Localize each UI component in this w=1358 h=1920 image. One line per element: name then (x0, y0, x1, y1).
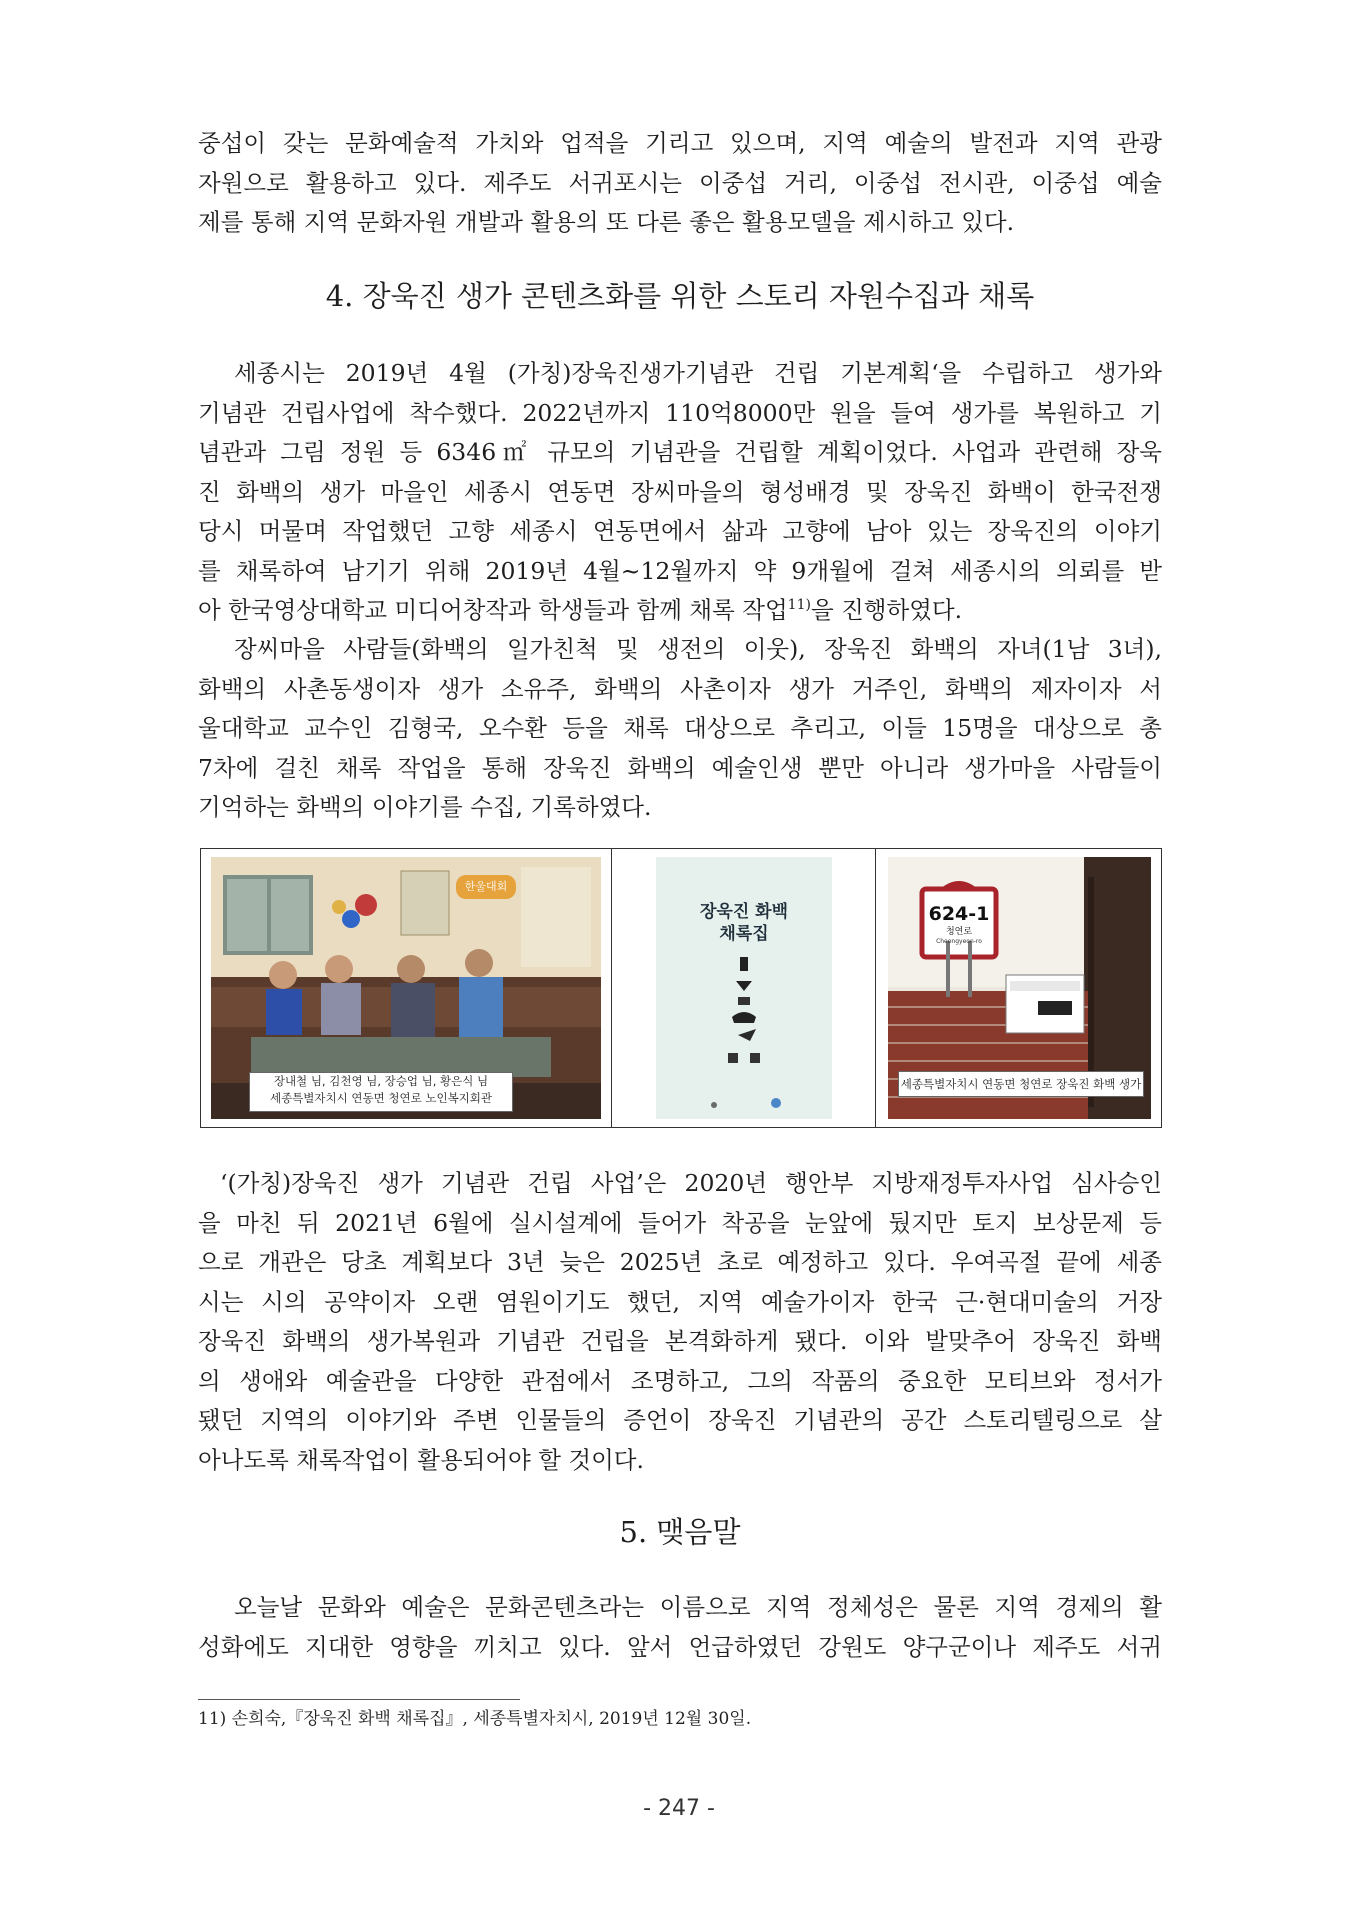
text-line (198, 591, 1162, 631)
intro-paragraph (198, 124, 1162, 243)
section-5-heading: 5. 맺음말 (619, 1515, 741, 1549)
book-title-line: 채록집 (719, 924, 769, 944)
footnote-divider (198, 1699, 520, 1700)
text-line: 장씨마을 사람들(화백의 일가친척 및 생전의 이웃), 장욱진 화백의 자녀(1남 3녀), (234, 635, 1162, 663)
house-photo (888, 857, 1151, 1119)
footnote-11: 11) 손희숙,『장욱진 화백 채록집』, 세종특별자치시, 2019년 12월 30일. (198, 1709, 752, 1729)
text-line: 제를 통해 지역 문화자원 개발과 활용의 또 다른 좋은 활용모델을 제시하고 있다. (198, 208, 1015, 236)
section-4-heading: 4. 장욱진 생가 콘텐츠화를 위한 스토리 자원수집과 채록 (325, 279, 1035, 313)
sign-street-name: 청연로 (945, 927, 973, 937)
text-segment: 아 한국영상대학교 미디어창작과 학생들과 함께 채록 작업 (198, 596, 788, 624)
section-4-paragraph-2 (198, 630, 1162, 828)
text-line: 당시 머물며 작업했던 고향 세종시 연동면에서 삶과 고향에 남아 있는 장욱진의 이야기 (198, 517, 1162, 545)
photo-panel-house (876, 849, 1163, 1127)
footnote-reference[interactable]: 11) (787, 597, 811, 614)
book-cover (656, 857, 832, 1119)
text-line: 세종시는 2019년 4월 (가칭)장욱진생가기념관 건립 기본계획‘을 수립하고 생가와 (234, 359, 1162, 387)
text-line: ‘(가칭)장욱진 생가 기념관 건립 사업’은 2020년 행안부 지방재정투자사업 심사승인 (220, 1169, 1162, 1197)
book-cover-icons (656, 857, 832, 1119)
text-line: 오늘날 문화와 예술은 문화콘텐츠라는 이름으로 지역 정체성은 물론 지역 경제의 활 (234, 1593, 1162, 1621)
text-line: 자원으로 활용하고 있다. 제주도 서귀포시는 이중섭 거리, 이중섭 전시관, 이중섭 예술 (198, 168, 1162, 197)
section-5-paragraph-1 (198, 1588, 1162, 1667)
section-4-paragraph-3 (198, 1164, 1162, 1480)
text-line: 념관과 그림 정원 등 6346㎡ 규모의 기념관을 건립할 계획이었다. 사업과 관련해 장욱 (198, 438, 1162, 466)
text-line: 아나도록 채록작업이 활용되어야 할 것이다. (198, 1445, 644, 1474)
page-number: - 247 - (643, 1796, 715, 1821)
text-line: 성화에도 지대한 영향을 끼치고 있다. 앞서 언급하였던 강원도 양구군이나 제주도 서귀 (198, 1632, 1162, 1661)
interview-photo (211, 857, 601, 1119)
text-line: 중섭이 갖는 문화예술적 가치와 업적을 기리고 있으며, 지역 예술의 발전과 지역 관광 (198, 129, 1162, 157)
photo-figure (200, 848, 1162, 1128)
wall-banner-text: 한울대회 (464, 880, 508, 893)
text-line: 화백의 사촌동생이자 생가 소유주, 화백의 사촌이자 생가 거주인, 화백의 제자이자 서 (198, 674, 1162, 703)
sign-street-roman: Cheongyeon-ro (936, 938, 982, 945)
sign-number: 624-1 (928, 903, 990, 925)
text-line: 기억하는 화백의 이야기를 수집, 기록하였다. (198, 793, 652, 821)
photo-panel-book (612, 849, 876, 1127)
house-photo-caption: 세종특별자치시 연동면 청연로 장욱진 화백 생가 (898, 1071, 1144, 1097)
text-line: 기념관 건립사업에 착수했다. 2022년까지 110억8000만 원을 들여 생가를 복원하고 기 (198, 398, 1162, 427)
photo-panel-interview (201, 849, 612, 1127)
text-segment: 을 진행하였다. (810, 596, 963, 624)
text-line: 을 마친 뒤 2021년 6월에 실시설계에 들어가 착공을 눈앞에 뒀지만 토지 보상문제 등 (198, 1208, 1162, 1237)
text-line: 으로 개관은 당초 계획보다 3년 늦은 2025년 초로 예정하고 있다. 우여곡절 끝에 세종 (198, 1248, 1162, 1276)
text-line: 장욱진 화백의 생가복원과 기념관 건립을 본격화하게 됐다. 이와 발맞추어 장욱진 화백 (198, 1327, 1162, 1355)
book-title-line: 장욱진 화백 (699, 902, 789, 922)
section-4-paragraph-1 (198, 354, 1162, 631)
text-line: 됐던 지역의 이야기와 주변 인물들의 증언이 장욱진 기념관의 공간 스토리텔링으로 살 (198, 1406, 1162, 1434)
text-line: 의 생애와 예술관을 다양한 관점에서 조명하고, 그의 작품의 중요한 모티브와 정서가 (198, 1366, 1162, 1395)
caption-line: 장내철 님, 김천영 님, 장승업 님, 황은식 님 (273, 1074, 489, 1088)
text-line: 울대학교 교수인 김형국, 오수환 등을 채록 대상으로 추리고, 이들 15명을 대상으로 총 (198, 714, 1162, 742)
interview-photo-caption (249, 1072, 513, 1112)
text-line: 7차에 걸친 채록 작업을 통해 장욱진 화백의 예술인생 뿐만 아니라 생가마을 사람들이 (198, 753, 1162, 782)
text-line: 시는 시의 공약이자 오랜 염원이기도 했던, 지역 예술가이자 한국 근·현대미술의 거장 (198, 1287, 1162, 1316)
text-line: 를 채록하여 남기기 위해 2019년 4월~12월까지 약 9개월에 걸쳐 세종시의 의뢰를 받 (198, 556, 1162, 585)
caption-line: 세종특별자치시 연동면 청연로 노인복지회관 (269, 1091, 493, 1105)
text-line: 진 화백의 생가 마을인 세종시 연동면 장씨마을의 형성배경 및 장욱진 화백이 한국전쟁 (198, 477, 1162, 506)
